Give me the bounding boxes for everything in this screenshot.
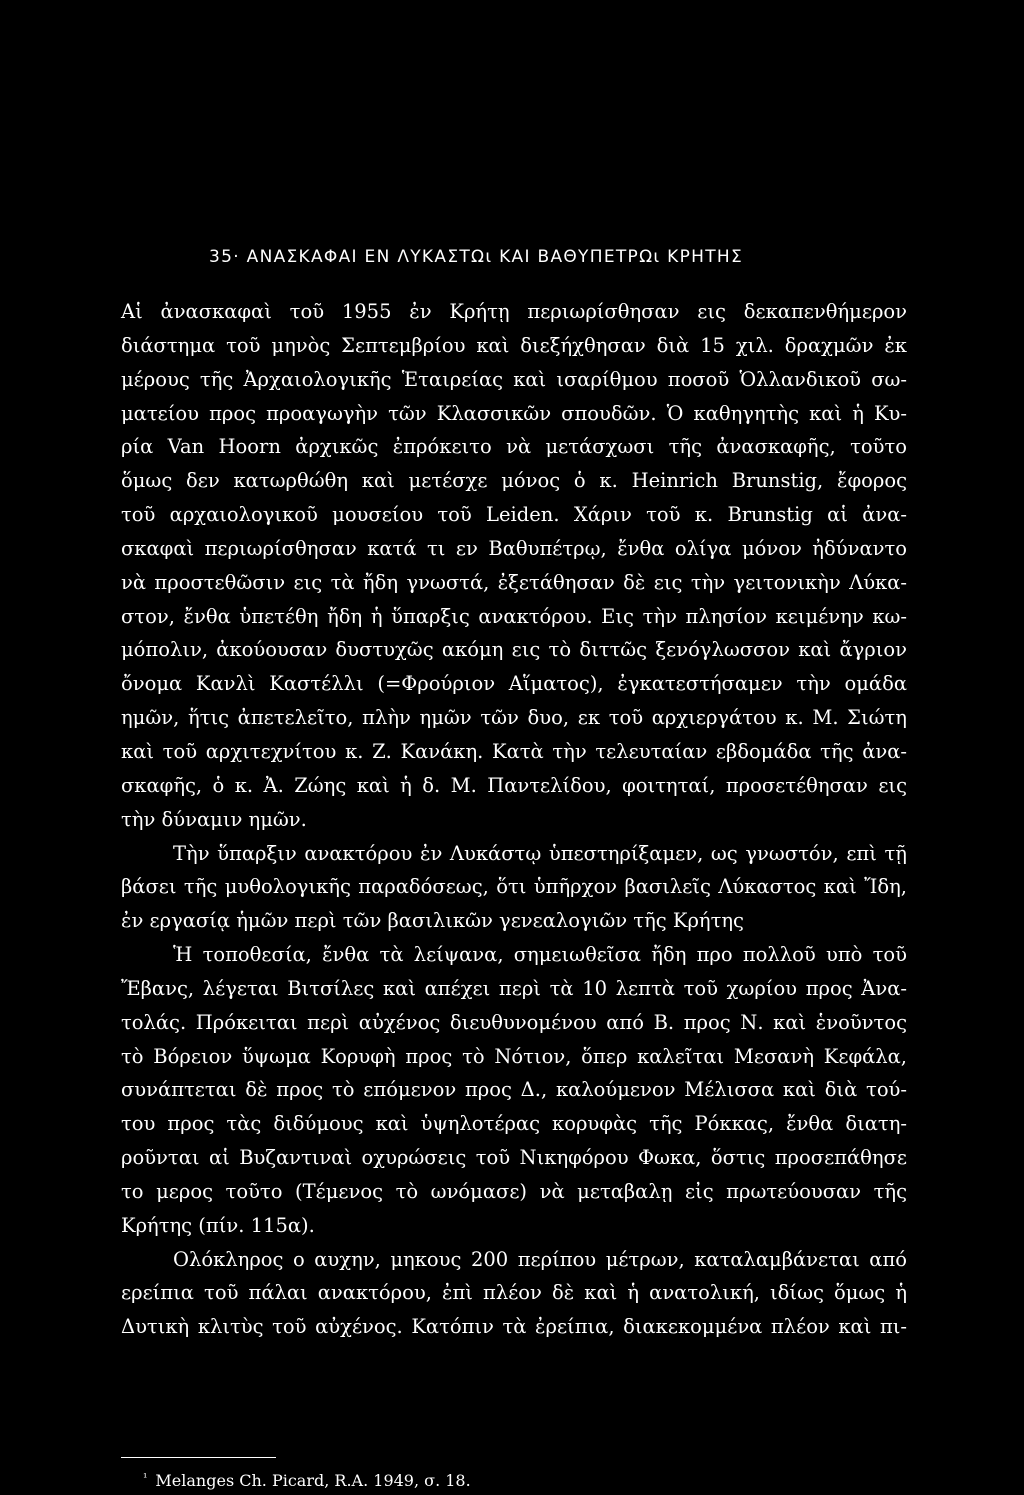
text-line: τοῦ αρχαιολογικοῦ μουσείου τοῦ Leiden. Χάριν τοῦ κ. Brunstig αἱ ἀνα- [121, 503, 907, 527]
text-line: στον, ἔνθα ὑπετέθη ἤδη ἡ ὕπαρξις ανακτόρου. Εις τὴν πλησίον κειμένην κω- [121, 604, 907, 628]
text-line: ὄνομα Κανλὶ Καστέλλι (=Φρούριον Αἵματος), ἐγκατεστήσαμεν τὴν ομάδα [121, 672, 907, 696]
footnote-text: Melanges Ch. Picard, R.A. 1949, σ. 18. [155, 1471, 471, 1490]
text-line: νὰ προστεθῶσιν εις τὰ ἤδη γνωστά, ἐξετάθησαν δὲ εις τὴν γειτονικὴν Λύκα- [121, 570, 907, 594]
text-line: μόπολιν, ἀκούουσαν δυστυχῶς ακόμη εις τὸ διττῶς ξενόγλωσσον καὶ ἄγριον [121, 638, 907, 662]
text-line: καὶ τοῦ αρχιτεχνίτου κ. Ζ. Κανάκη. Κατὰ τὴν τελευταίαν εβδομάδα τῆς ἀνα- [121, 739, 907, 763]
text-line: Ἔβανς, λέγεται Βιτσίλες καὶ απέχει περὶ τὰ 10 λεπτὰ τοῦ χωρίου προς Ἀνα- [121, 976, 907, 1000]
text-line: διάστημα τοῦ μηνὸς Σεπτεμβρίου καὶ διεξήχθησαν διὰ 15 χιλ. δραχμῶν ἐκ [121, 333, 907, 357]
text-line: ερείπια τοῦ πάλαι ανακτόρου, ἐπὶ πλέον δὲ καὶ ἡ ανατολική, ιδίως ὅμως ἡ [121, 1281, 907, 1305]
text-line: Τὴν ὕπαρξιν ανακτόρου ἐν Λυκάστῳ ὑπεστηρίξαμεν, ως γνωστόν, επὶ τῇ [173, 841, 907, 865]
text-line: σκαφῆς, ὁ κ. Ἀ. Ζώης καὶ ἡ δ. Μ. Παντελίδου, φοιτηταί, προσετέθησαν εις [121, 773, 907, 797]
text-line: Ολόκληρος ο αυχην, μηκους 200 περίπου μέτρων, καταλαμβάνεται από [173, 1247, 907, 1271]
text-line: Αἱ ἀνασκαφαὶ τοῦ 1955 ἐν Κρήτῃ περιωρίσθησαν εις δεκαπενθήμερον [121, 300, 907, 323]
text-line: Κρήτης (πίν. 115α). [121, 1213, 315, 1237]
text-line: Δυτικὴ κλιτὺς τοῦ αὐχένος. Κατόπιν τὰ ἐρείπια, διακεκομμένα πλέον καὶ πι- [121, 1315, 907, 1339]
footnote-marker: ¹ [143, 1471, 148, 1484]
text-line: ὅμως δεν κατωρθώθη καὶ μετέσχε μόνος ὁ κ. Heinrich Brunstig, ἔφορος [121, 469, 907, 493]
text-line: ἐν εργασίᾳ ἡμῶν περὶ τῶν βασιλικῶν γενεαλογιῶν τῆς Κρήτης [121, 909, 744, 933]
text-line: τὴν δύναμιν ημῶν. [121, 807, 307, 831]
text-line: τολάς. Πρόκειται περὶ αὐχένος διευθυνομένου από Β. προς Ν. καὶ ἑνοῦντος [121, 1010, 907, 1034]
text-line: συνάπτεται δὲ προς τὸ επόμενον προς Δ., καλούμενον Μέλισσα καὶ διὰ τού- [121, 1078, 907, 1102]
text-line: ρία Van Hoorn ἀρχικῶς ἐπρόκειτο νὰ μετάσχωσι τῆς ἀνασκαφῆς, τοῦτο [121, 435, 907, 459]
text-line: ματείου προς προαγωγὴν τῶν Κλασσικῶν σπουδῶν. Ὁ καθηγητὴς καὶ ἡ Κυ- [121, 401, 907, 425]
text-line: τὸ Βόρειον ὕψωμα Κορυφὴ προς τὸ Νότιον, ὅπερ καλεῖται Μεσανὴ Κεφάλα, [121, 1044, 907, 1068]
text-line: Ἡ τοποθεσία, ἔνθα τὰ λείψανα, σημειωθεῖσα ἤδη προ πολλοῦ υπὸ τοῦ [173, 943, 907, 967]
section-heading: 35· ΑΝΑΣΚΑΦΑΙ ΕΝ ΛΥΚΑΣΤΩι ΚΑΙ ΒΑΘΥΠΕΤΡΩι ΚΡΗΤΗΣ [209, 247, 744, 267]
footnote [143, 1467, 471, 1492]
text-line: ροῦνται αἱ Βυζαντιναὶ οχυρώσεις τοῦ Νικηφόρου Φωκα, ὅστις προσεπάθησε [121, 1146, 907, 1170]
text-line: το μερος τοῦτο (Τέμενος τὸ ωνόμασε) νὰ μεταβαλῃ εἰς πρωτεύουσαν τῆς [121, 1179, 907, 1203]
text-line: ημῶν, ἥτις ἀπετελεῖτο, πλὴν ημῶν τῶν δυο, εκ τοῦ αρχιεργάτου κ. Μ. Σιώτη [121, 706, 907, 730]
footnote-rule [121, 1457, 276, 1458]
text-line: του προς τὰς διδύμους καὶ ὑψηλοτέρας κορυφὰς τῆς Ρόκκας, ἔνθα διατη- [121, 1112, 907, 1136]
body-text [121, 295, 907, 1344]
text-line: σκαφαὶ περιωρίσθησαν κατά τι εν Βαθυπέτρῳ, ἔνθα ολίγα μόνον ἠδύναντο [121, 536, 907, 560]
text-line: βάσει τῆς μυθολογικῆς παραδόσεως, ὅτι ὑπῆρχον βασιλεῖς Λύκαστος καὶ Ἴδη, [121, 875, 907, 899]
text-line: μέρους τῆς Ἀρχαιολογικῆς Ἑταιρείας καὶ ισαρίθμου ποσοῦ Ὁλλανδικοῦ σω- [121, 367, 907, 391]
